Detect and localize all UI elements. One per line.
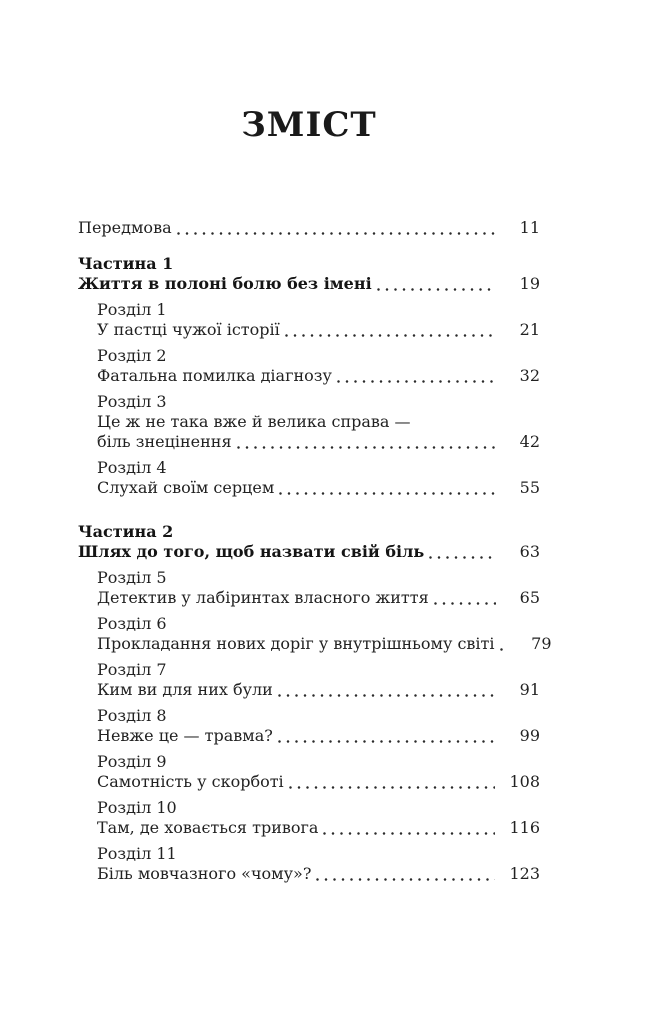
chapter-title-row (97, 818, 540, 838)
dot-leader (377, 288, 496, 291)
page-number: 65 (519, 588, 540, 607)
dot-leader (434, 602, 496, 605)
chapter-label: Розділ 1 (97, 300, 167, 319)
dot-leader (323, 832, 495, 835)
page-number: 42 (519, 432, 540, 451)
chapter-title-row (97, 320, 540, 340)
chapter-label: Розділ 9 (97, 752, 167, 771)
chapter-title-row (97, 864, 540, 884)
part-title: Шлях до того, щоб назвати свій біль (78, 542, 425, 561)
chapter-title-row (97, 432, 540, 452)
chapter-title: Там, де ховається тривога (97, 818, 319, 837)
toc-chapter (78, 300, 540, 340)
preface-label: Передмова (78, 218, 172, 237)
chapter-label: Розділ 10 (97, 798, 177, 817)
dot-leader (316, 878, 495, 881)
chapter-title-row (97, 588, 540, 608)
dot-leader (429, 556, 496, 559)
dot-leader (285, 334, 496, 337)
page-number: 79 (531, 634, 552, 653)
part-title-row (78, 542, 540, 562)
toc-chapter (78, 458, 540, 498)
chapter-title-row (97, 478, 540, 498)
chapter-title-row (97, 772, 540, 792)
toc-part-2 (78, 522, 552, 884)
chapter-title-row (97, 680, 540, 700)
dot-leader (500, 648, 508, 651)
toc-chapter (78, 660, 540, 700)
chapter-title-line: Це ж не така вже й велика справа — (97, 412, 411, 431)
page-number: 19 (519, 274, 540, 293)
chapter-label: Розділ 6 (97, 614, 167, 633)
page-number: 99 (519, 726, 540, 745)
dot-leader (237, 446, 496, 449)
dot-leader (279, 492, 496, 495)
chapter-title: Біль мовчазного «чому»? (97, 864, 312, 883)
chapter-title: Невже це — травма? (97, 726, 273, 745)
chapter-label: Розділ 11 (97, 844, 177, 863)
page-title: ЗМІСТ (241, 105, 377, 145)
toc-chapter (78, 752, 540, 792)
page-number: 55 (519, 478, 540, 497)
chapter-title-row (97, 366, 540, 386)
toc-entry-preface (78, 218, 540, 238)
page-number: 21 (519, 320, 540, 339)
toc-chapter (78, 798, 540, 838)
chapter-label: Розділ 3 (97, 392, 167, 411)
toc-part-1 (78, 254, 540, 498)
toc-chapter (78, 392, 540, 452)
part-name: Частина 2 (78, 522, 174, 541)
chapter-title: Самотність у скорботі (97, 772, 284, 791)
part-name: Частина 1 (78, 254, 174, 273)
part-title: Життя в полоні болю без імені (78, 274, 372, 293)
chapter-title: У пастці чужої історії (97, 320, 280, 339)
toc-chapter (78, 346, 540, 386)
page-number: 63 (519, 542, 540, 561)
page-number: 11 (519, 218, 540, 237)
toc-chapter (78, 568, 540, 608)
part-title-row (78, 274, 540, 294)
toc-chapter (78, 844, 540, 884)
toc-chapter (78, 614, 552, 654)
dot-leader (177, 232, 496, 235)
chapter-label: Розділ 5 (97, 568, 167, 587)
dot-leader (278, 694, 496, 697)
chapter-title: біль знецінення (97, 432, 232, 451)
page-number: 91 (519, 680, 540, 699)
chapter-label: Розділ 4 (97, 458, 167, 477)
toc-chapter (78, 706, 540, 746)
chapter-label: Розділ 2 (97, 346, 167, 365)
dot-leader (337, 380, 496, 383)
chapter-title: Ким ви для них були (97, 680, 273, 699)
table-of-contents (78, 104, 552, 884)
chapter-title: Фатальна помилка діагнозу (97, 366, 332, 385)
chapter-title-row (97, 634, 552, 654)
page-number: 32 (519, 366, 540, 385)
page-number: 108 (509, 772, 540, 791)
chapter-title: Слухай своїм серцем (97, 478, 275, 497)
chapter-label: Розділ 8 (97, 706, 167, 725)
page-number: 116 (509, 818, 540, 837)
dot-leader (278, 740, 496, 743)
chapter-title: Прокладання нових доріг у внутрішньому світі (97, 634, 495, 653)
dot-leader (289, 786, 496, 789)
page-number: 123 (509, 864, 540, 883)
chapter-title-row (97, 726, 540, 746)
chapter-label: Розділ 7 (97, 660, 167, 679)
chapter-title: Детектив у лабіринтах власного життя (97, 588, 429, 607)
